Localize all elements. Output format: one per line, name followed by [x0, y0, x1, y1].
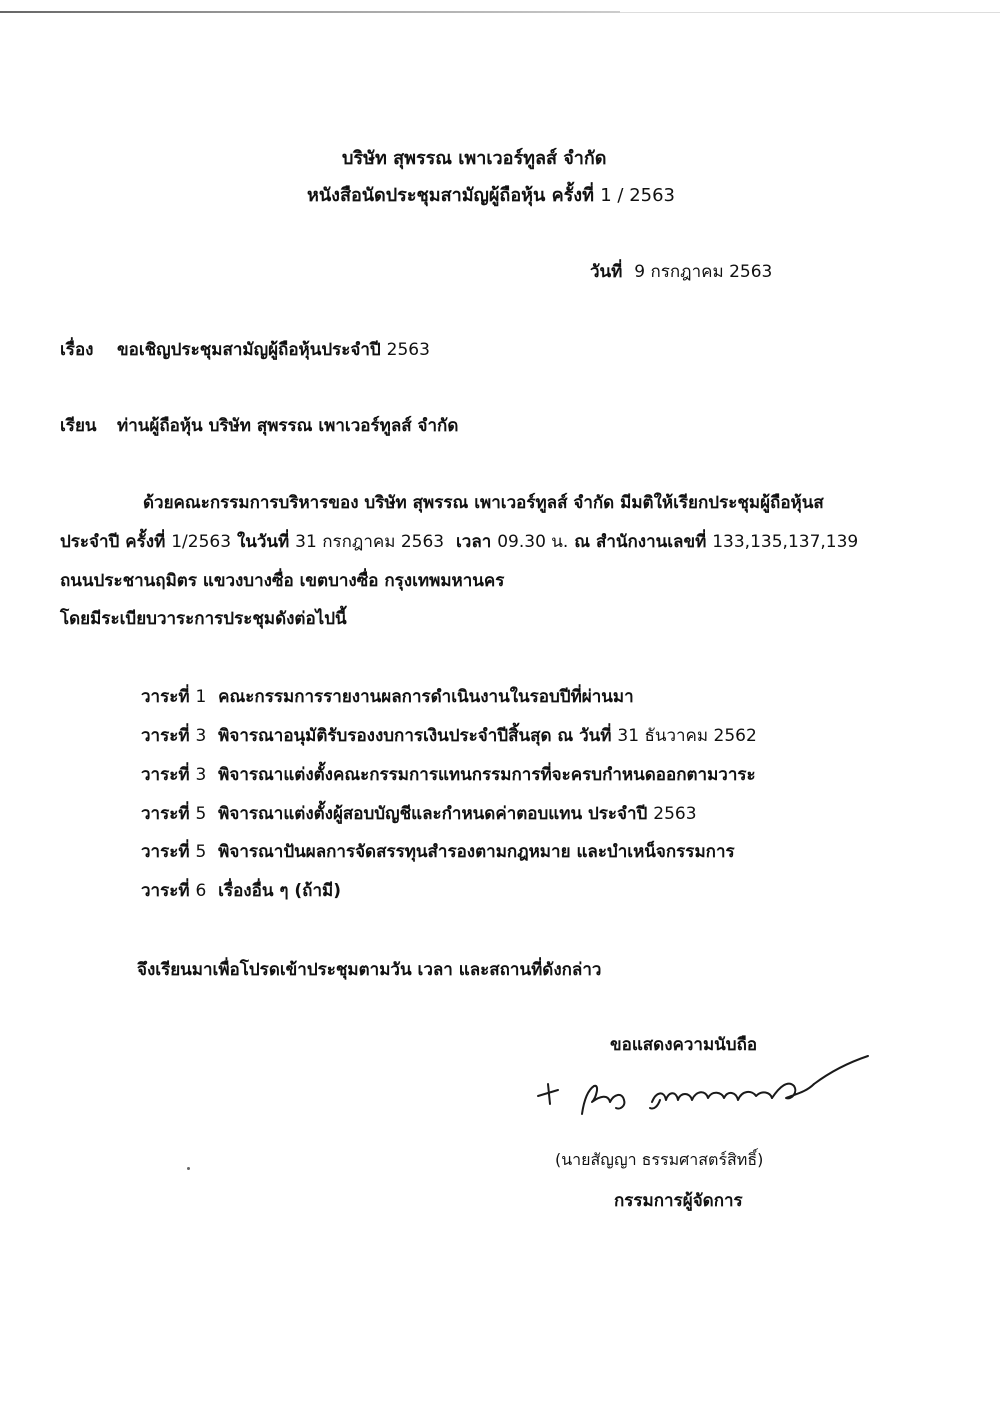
agenda-label: วาระที่ — [141, 687, 190, 707]
agenda-text: คณะกรรมการรายงานผลการดำเนินงานในรอบปีที่ผ่านมา — [218, 687, 634, 707]
agenda-number: 3 — [195, 726, 207, 746]
agenda-extra: 2563 — [653, 804, 697, 824]
agenda-label: วาระที่ — [141, 804, 190, 824]
regards-text: ขอแสดงความนับถือ — [610, 1035, 758, 1055]
document-date — [590, 258, 772, 285]
agenda-item — [141, 683, 634, 710]
company-name: บริษัท สุพรรณ เพาเวอร์ทูลส์ จำกัด — [342, 148, 607, 169]
recipient-label: เรียน — [60, 416, 97, 436]
handwritten-signature — [530, 1040, 870, 1130]
agenda-text: พิจารณาอนุมัติรับรองงบการเงินประจำปีสิ้นสุด ณ วันที่ — [218, 726, 612, 746]
notice-title — [307, 180, 675, 209]
agenda-label: วาระที่ — [141, 881, 190, 901]
agenda-item — [141, 877, 341, 904]
agenda-number: 3 — [195, 765, 207, 785]
agenda-item — [141, 722, 757, 749]
agenda-label: วาระที่ — [141, 765, 190, 785]
agenda-text: เรื่องอื่น ๆ (ถ้ามี) — [218, 881, 341, 901]
agenda-item — [141, 800, 697, 827]
meeting-date: 31 กรกฎาคม 2563 — [295, 532, 445, 552]
meeting-venue-label: ณ สำนักงานเลขที่ — [574, 532, 707, 552]
agenda-number: 6 — [195, 881, 207, 901]
meeting-round: 1/2563 — [171, 532, 232, 552]
recipient-text: ท่านผู้ถือหุ้น บริษัท สุพรรณ เพาเวอร์ทูลส์ จำกัด — [117, 416, 459, 436]
meeting-venue-number: 133,135,137,139 — [712, 532, 859, 552]
agenda-label: วาระที่ — [141, 726, 190, 746]
agenda-number: 1 — [195, 687, 207, 707]
closing-text: จึงเรียนมาเพื่อโปรดเข้าประชุมตามวัน เวลา และสถานที่ดังกล่าว — [137, 960, 602, 980]
agenda-text: พิจารณาปันผลการจัดสรรทุนสำรองตามกฎหมาย และบำเหน็จกรรมการ — [218, 842, 735, 862]
body-line-2 — [60, 528, 858, 555]
agenda-text: พิจารณาแต่งตั้งคณะกรรมการแทนกรรมการที่จะครบกำหนดออกตามวาระ — [218, 765, 756, 785]
meeting-round-label: ประจำปี ครั้งที่ — [60, 532, 166, 552]
agenda-text: พิจารณาแต่งตั้งผู้สอบบัญชีและกำหนดค่าตอบแทน ประจำปี — [218, 804, 648, 824]
meeting-time: 09.30 น. — [497, 532, 569, 552]
notice-title-text: หนังสือนัดประชุมสามัญผู้ถือหุ้น ครั้งที่ — [307, 185, 594, 206]
body-line-1: ด้วยคณะกรรมการบริหารของ บริษัท สุพรรณ เพาเวอร์ทูลส์ จำกัด มีมติให้เรียกประชุมผู้ถือหุ้นส — [143, 493, 824, 513]
date-label: วันที่ — [590, 262, 623, 282]
agenda-item — [141, 761, 756, 788]
agenda-extra: 31 ธันวาคม 2562 — [617, 726, 757, 746]
body-line-3: ถนนประชานฤมิตร แขวงบางซื่อ เขตบางซื่อ กรุงเทพมหานคร — [60, 571, 505, 591]
date-value: 9 กรกฎาคม 2563 — [634, 262, 773, 282]
signer-name: (นายสัญญา ธรรมศาสตร์สิทธิ์) — [555, 1150, 764, 1169]
subject-body: ขอเชิญประชุมสามัญผู้ถือหุ้นประจำปี — [117, 340, 381, 360]
body-line-4: โดยมีระเบียบวาระการประชุมดังต่อไปนี้ — [60, 609, 347, 629]
notice-number: 1 / 2563 — [600, 185, 676, 206]
subject-text — [117, 336, 430, 363]
subject-label: เรื่อง — [60, 340, 94, 360]
meeting-date-label: ในวันที่ — [236, 532, 290, 552]
meeting-time-label: เวลา — [455, 532, 492, 552]
agenda-number: 5 — [195, 842, 207, 862]
agenda-item — [141, 838, 735, 865]
subject-year: 2563 — [386, 340, 430, 360]
scan-speck — [187, 1167, 190, 1170]
signer-position: กรรมการผู้จัดการ — [614, 1191, 743, 1211]
agenda-number: 5 — [195, 804, 207, 824]
agenda-label: วาระที่ — [141, 842, 190, 862]
